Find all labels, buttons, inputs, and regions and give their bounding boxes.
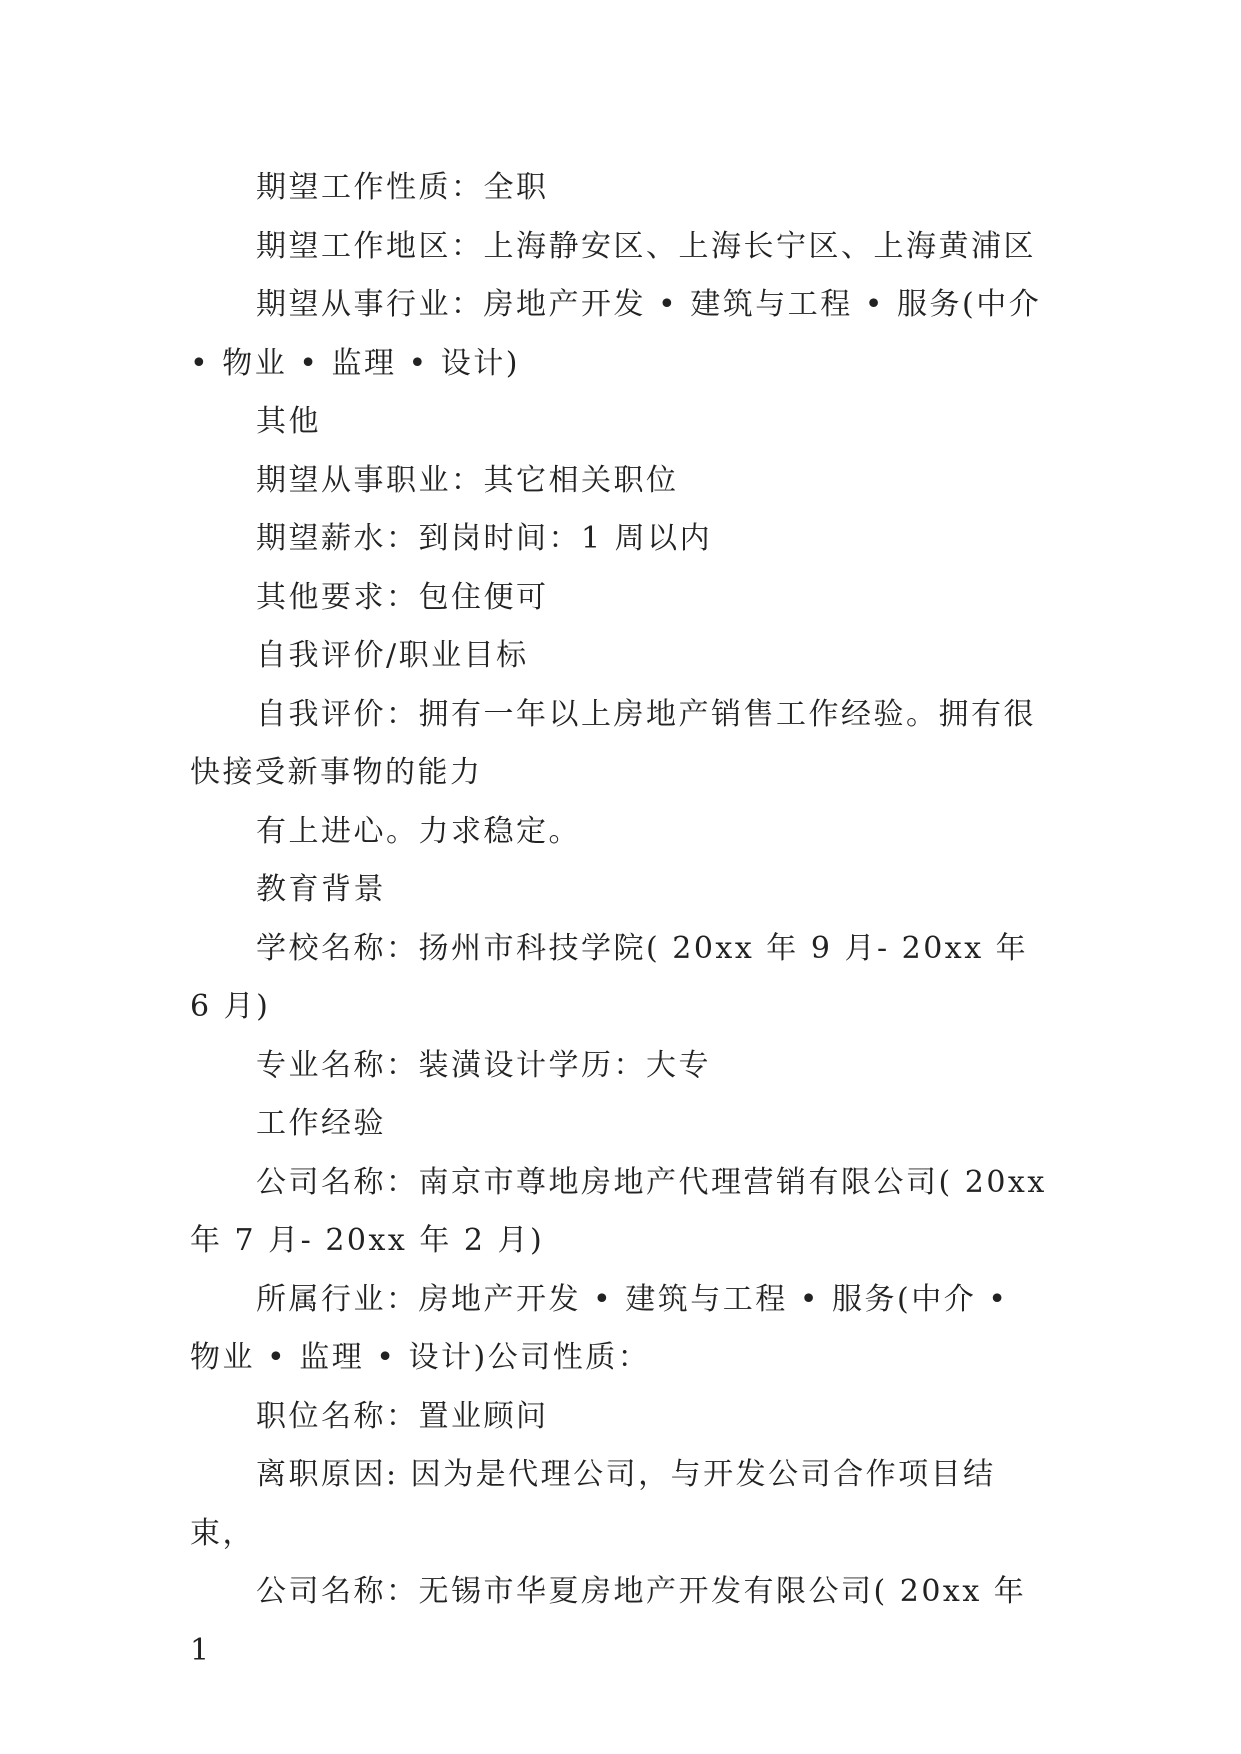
paragraph-salary: 期望薪水：到岗时间：1 周以内 [256,521,713,556]
paragraph-industry: 期望从事行业：房地产开发 • 建筑与工程 • 服务(中介 • 物业 • 监理 • 设计) [190,287,1042,381]
paragraph-company-1: 公司名称：南京市尊地房地产代理营销有限公司( 20xx 年 7 月- 20xx 年 2 月) [190,1164,1047,1258]
paragraph-company-1-industry: 所属行业：房地产开发 • 建筑与工程 • 服务(中介 • 物业 • 监理 • 设计)公司性质： [190,1281,1009,1375]
paragraph-major: 专业名称：装潢设计学历：大专 [256,1047,711,1083]
paragraph-other-requirements: 其他要求：包住便可 [256,579,549,615]
paragraph-leaving-reason: 离职原因: 因为是代理公司，与开发公司合作项目结束， [190,1457,996,1551]
document-body [190,159,1052,1680]
paragraph-job-location: 期望工作地区：上海静安区、上海长宁区、上海黄浦区 [256,228,1036,264]
paragraph-position: 职位名称：置业顾问 [256,1398,549,1434]
paragraph-school: 学校名称：扬州市科技学院( 20xx 年 9 月- 20xx 年 6 月) [190,930,1029,1024]
section-heading-self-evaluation: 自我评价/职业目标 [256,638,529,673]
paragraph-other: 其他 [256,404,321,439]
paragraph-job-type: 期望工作性质：全职 [256,170,549,205]
paragraph-occupation: 期望从事职业：其它相关职位 [256,462,679,498]
paragraph-company-2: 公司名称：无锡市华夏房地产开发有限公司( 20xx 年 1 [190,1574,1027,1668]
section-heading-education: 教育背景 [256,872,386,907]
paragraph-motivation: 有上进心。力求稳定。 [256,813,581,849]
paragraph-self-evaluation: 自我评价：拥有一年以上房地产销售工作经验。拥有很快接受新事物的能力 [190,696,1036,790]
section-heading-work-experience: 工作经验 [256,1106,386,1141]
